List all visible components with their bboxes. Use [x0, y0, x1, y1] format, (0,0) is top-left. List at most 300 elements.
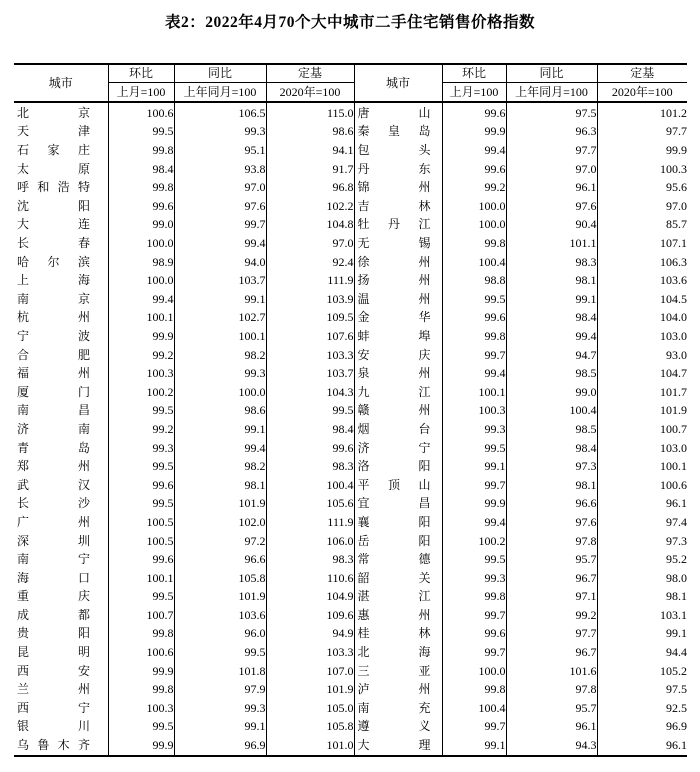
table-row [14, 568, 687, 587]
table-row [14, 364, 687, 383]
index-value-cell: 98.3 [266, 550, 354, 569]
index-value-cell: 100.6 [108, 102, 174, 122]
index-value-cell: 99.7 [442, 717, 506, 736]
index-value-cell: 100.0 [174, 382, 266, 401]
index-value-cell: 101.7 [660, 384, 687, 399]
index-value-cell: 99.6 [442, 624, 506, 643]
index-value-cell: 99.5 [266, 401, 354, 420]
table-row [14, 252, 687, 271]
city-name: 无锡 [357, 236, 431, 250]
city-cell [14, 531, 108, 550]
index-value-cell: 97.4 [666, 514, 687, 529]
index-value-cell: 100.0 [442, 661, 506, 680]
index-value-cell: 100.7 [108, 606, 174, 625]
header-base-base-right: 2020年=100 [597, 82, 687, 102]
index-value-cell: 99.8 [442, 234, 506, 253]
table-body [14, 102, 687, 756]
index-value-cell: 100.3 [442, 401, 506, 420]
city-cell [354, 438, 442, 457]
city-name: 天津 [17, 124, 90, 139]
index-value-cell: 98.4 [506, 308, 597, 327]
table-row [14, 271, 687, 290]
city-name: 湛江 [357, 589, 431, 604]
index-value-cell: 95.2 [666, 552, 687, 567]
city-cell [14, 159, 108, 178]
city-cell [14, 475, 108, 494]
index-value-cell: 96.6 [174, 550, 266, 569]
table-row [14, 141, 687, 160]
index-value-cell: 105.6 [266, 494, 354, 513]
city-cell [14, 550, 108, 569]
city-cell [354, 513, 442, 532]
index-value-cell: 100.5 [108, 531, 174, 550]
index-value-cell: 107.0 [266, 661, 354, 680]
index-value-cell: 97.6 [506, 197, 597, 216]
city-name: 徐州 [357, 254, 431, 269]
table-row [14, 643, 687, 662]
city-name: 杭州 [17, 310, 90, 325]
index-value-cell: 95.6 [666, 180, 687, 195]
city-name: 襄阳 [357, 514, 431, 529]
table-row [14, 289, 687, 308]
price-index-table [14, 63, 687, 757]
index-value-cell: 100.4 [266, 475, 354, 494]
index-value-cell: 110.6 [266, 568, 354, 587]
index-value-cell: 106.5 [174, 102, 266, 122]
city-name: 沈阳 [17, 198, 90, 213]
index-value-cell: 94.9 [266, 624, 354, 643]
table-row [14, 531, 687, 550]
index-value-cell: 100.5 [108, 513, 174, 532]
index-value-cell: 100.1 [174, 327, 266, 346]
city-name: 烟台 [357, 421, 431, 436]
index-value-cell: 99.2 [442, 178, 506, 197]
index-value-cell: 99.4 [174, 438, 266, 457]
index-value-cell: 98.8 [442, 271, 506, 290]
index-value-cell: 98.4 [108, 159, 174, 178]
index-value-cell: 94.4 [666, 645, 687, 660]
index-value-cell: 99.4 [442, 364, 506, 383]
header-yoy-left: 同比 [174, 64, 266, 82]
index-value-cell: 99.0 [506, 382, 597, 401]
city-cell [14, 420, 108, 439]
city-cell [354, 606, 442, 625]
index-value-cell: 99.1 [666, 626, 687, 641]
index-value-cell: 99.8 [442, 327, 506, 346]
city-name: 郑州 [17, 459, 90, 474]
index-value-cell: 100.1 [108, 568, 174, 587]
index-value-cell: 109.5 [266, 308, 354, 327]
index-value-cell: 94.1 [266, 141, 354, 160]
index-value-cell: 99.1 [442, 457, 506, 476]
city-name: 太原 [17, 161, 90, 176]
table-row [14, 215, 687, 234]
index-value-cell: 96.1 [666, 738, 687, 753]
table-row [14, 550, 687, 569]
index-value-cell: 97.6 [174, 197, 266, 216]
index-value-cell: 99.6 [108, 550, 174, 569]
index-value-cell: 99.3 [108, 438, 174, 457]
index-value-cell: 103.0 [660, 440, 687, 455]
city-name: 韶关 [357, 570, 431, 585]
index-value-cell: 99.4 [442, 141, 506, 160]
index-value-cell: 99.5 [108, 717, 174, 736]
index-value-cell: 97.0 [174, 178, 266, 197]
city-name: 济南 [17, 421, 90, 436]
city-cell [354, 736, 442, 756]
index-value-cell: 97.3 [506, 457, 597, 476]
index-value-cell: 97.1 [506, 587, 597, 606]
index-value-cell: 93.8 [174, 159, 266, 178]
table-row [14, 345, 687, 364]
table-row [14, 624, 687, 643]
index-value-cell: 97.3 [666, 533, 687, 548]
city-name: 重庆 [17, 589, 90, 604]
city-name: 乌鲁木齐 [17, 738, 90, 753]
city-cell [14, 513, 108, 532]
city-cell [354, 141, 442, 160]
index-value-cell: 100.0 [108, 271, 174, 290]
index-value-cell: 98.9 [108, 252, 174, 271]
index-value-cell: 97.0 [506, 159, 597, 178]
index-value-cell: 91.7 [266, 159, 354, 178]
index-value-cell: 102.2 [266, 197, 354, 216]
index-value-cell: 99.1 [506, 289, 597, 308]
index-value-cell: 111.9 [266, 513, 354, 532]
city-name: 安庆 [357, 347, 431, 362]
index-value-cell: 104.8 [266, 215, 354, 234]
table-row [14, 475, 687, 494]
index-value-cell: 96.1 [506, 178, 597, 197]
index-value-cell: 103.9 [266, 289, 354, 308]
city-cell [14, 289, 108, 308]
city-name: 合肥 [17, 347, 90, 362]
index-value-cell: 98.1 [666, 589, 687, 604]
index-value-cell: 99.2 [108, 345, 174, 364]
index-value-cell: 98.4 [506, 438, 597, 457]
index-value-cell: 95.1 [174, 141, 266, 160]
index-value-cell: 99.5 [108, 401, 174, 420]
index-value-cell: 99.9 [108, 661, 174, 680]
header-yoy-right: 同比 [506, 64, 597, 82]
index-value-cell: 95.7 [506, 699, 597, 718]
index-value-cell: 96.7 [506, 568, 597, 587]
index-value-cell: 103.6 [660, 273, 687, 288]
city-cell [14, 122, 108, 141]
city-name: 青岛 [17, 440, 90, 455]
index-value-cell: 98.6 [266, 122, 354, 141]
index-value-cell: 105.8 [174, 568, 266, 587]
index-value-cell: 99.5 [442, 438, 506, 457]
city-cell [14, 382, 108, 401]
index-value-cell: 98.1 [506, 271, 597, 290]
index-value-cell: 98.4 [266, 420, 354, 439]
index-value-cell: 100.3 [660, 161, 687, 176]
index-value-cell: 99.0 [108, 215, 174, 234]
index-value-cell: 98.6 [174, 401, 266, 420]
index-value-cell: 104.5 [660, 291, 687, 306]
city-cell [354, 215, 442, 234]
city-name: 成都 [17, 607, 90, 622]
city-cell [354, 587, 442, 606]
index-value-cell: 96.1 [666, 496, 687, 511]
city-cell [14, 457, 108, 476]
index-value-cell: 111.9 [266, 271, 354, 290]
index-value-cell: 97.0 [266, 234, 354, 253]
city-cell [14, 661, 108, 680]
city-cell [354, 122, 442, 141]
index-value-cell: 99.9 [108, 327, 174, 346]
city-name: 西宁 [17, 700, 90, 715]
index-value-cell: 94.3 [506, 736, 597, 756]
city-cell [354, 550, 442, 569]
index-value-cell: 101.6 [506, 661, 597, 680]
city-cell [354, 680, 442, 699]
city-name: 南宁 [17, 552, 90, 567]
city-name: 九江 [357, 384, 431, 399]
index-value-cell: 97.6 [506, 513, 597, 532]
index-value-cell: 99.7 [442, 643, 506, 662]
index-value-cell: 99.1 [174, 717, 266, 736]
index-value-cell: 99.6 [442, 159, 506, 178]
index-value-cell: 100.3 [108, 699, 174, 718]
index-value-cell: 103.3 [266, 643, 354, 662]
index-value-cell: 98.0 [666, 570, 687, 585]
table-row [14, 438, 687, 457]
city-name: 温州 [357, 291, 431, 306]
index-value-cell: 85.7 [666, 217, 687, 232]
index-value-cell: 100.0 [442, 197, 506, 216]
city-name: 石家庄 [17, 143, 90, 158]
city-cell [14, 568, 108, 587]
index-value-cell: 96.9 [174, 736, 266, 756]
index-value-cell: 99.3 [174, 699, 266, 718]
header-mom-right: 环比 [442, 64, 506, 82]
table-row [14, 513, 687, 532]
header-base-right: 定基 [597, 64, 687, 82]
index-value-cell: 99.5 [108, 494, 174, 513]
index-value-cell: 103.1 [660, 607, 687, 622]
header-base-left: 定基 [266, 64, 354, 82]
index-value-cell: 94.0 [174, 252, 266, 271]
index-value-cell: 99.6 [442, 102, 506, 122]
index-value-cell: 100.2 [442, 531, 506, 550]
index-value-cell: 103.3 [266, 345, 354, 364]
header-yoy-base-left: 上年同月=100 [174, 82, 266, 102]
index-value-cell: 99.8 [108, 680, 174, 699]
index-value-cell: 99.6 [442, 308, 506, 327]
table-header [14, 64, 687, 102]
index-value-cell: 106.0 [266, 531, 354, 550]
index-value-cell: 99.4 [442, 513, 506, 532]
city-name: 哈尔滨 [17, 254, 90, 269]
city-name: 唐山 [357, 105, 431, 120]
index-value-cell: 97.5 [666, 682, 687, 697]
index-value-cell: 102.0 [174, 513, 266, 532]
index-value-cell: 96.9 [666, 719, 687, 734]
index-value-cell: 107.6 [266, 327, 354, 346]
city-name: 大理 [357, 738, 431, 753]
city-cell [354, 401, 442, 420]
city-name: 大连 [17, 217, 90, 232]
city-cell [14, 717, 108, 736]
table-row [14, 401, 687, 420]
index-value-cell: 99.7 [442, 606, 506, 625]
index-value-cell: 99.5 [442, 289, 506, 308]
city-cell [354, 159, 442, 178]
city-name: 上海 [17, 273, 90, 288]
index-value-cell: 99.3 [442, 420, 506, 439]
index-value-cell: 96.1 [506, 717, 597, 736]
index-value-cell: 99.5 [108, 457, 174, 476]
city-cell [354, 197, 442, 216]
index-value-cell: 97.9 [174, 680, 266, 699]
city-cell [14, 271, 108, 290]
city-name: 平顶山 [357, 477, 431, 492]
city-cell [354, 364, 442, 383]
index-value-cell: 101.8 [174, 661, 266, 680]
city-name: 南昌 [17, 403, 90, 418]
index-value-cell: 100.4 [442, 699, 506, 718]
index-value-cell: 93.0 [666, 347, 687, 362]
city-cell [14, 345, 108, 364]
index-value-cell: 100.4 [442, 252, 506, 271]
index-value-cell: 97.8 [506, 680, 597, 699]
city-name: 银川 [17, 719, 90, 734]
city-cell [354, 252, 442, 271]
city-cell [14, 308, 108, 327]
city-cell [354, 271, 442, 290]
city-cell [14, 197, 108, 216]
table-row [14, 178, 687, 197]
index-value-cell: 97.7 [506, 624, 597, 643]
city-name: 包头 [357, 143, 431, 158]
index-value-cell: 92.4 [266, 252, 354, 271]
index-value-cell: 99.3 [174, 122, 266, 141]
index-value-cell: 99.5 [108, 122, 174, 141]
index-value-cell: 99.1 [442, 736, 506, 756]
index-value-cell: 96.3 [506, 122, 597, 141]
index-value-cell: 96.0 [174, 624, 266, 643]
city-name: 长沙 [17, 496, 90, 511]
city-name: 扬州 [357, 273, 431, 288]
city-cell [14, 234, 108, 253]
city-cell [354, 308, 442, 327]
city-name: 长春 [17, 236, 90, 250]
index-value-cell: 102.7 [174, 308, 266, 327]
table-row [14, 457, 687, 476]
index-value-cell: 100.4 [506, 401, 597, 420]
city-name: 呼和浩特 [17, 180, 90, 195]
city-cell [14, 364, 108, 383]
index-value-cell: 105.8 [266, 717, 354, 736]
index-value-cell: 96.6 [506, 494, 597, 513]
index-value-cell: 99.6 [108, 197, 174, 216]
city-cell [14, 680, 108, 699]
index-value-cell: 103.6 [174, 606, 266, 625]
index-value-cell: 98.2 [174, 345, 266, 364]
index-value-cell: 99.8 [442, 587, 506, 606]
index-value-cell: 98.1 [506, 475, 597, 494]
index-value-cell: 107.1 [660, 236, 687, 250]
index-value-cell: 103.7 [266, 364, 354, 383]
index-value-cell: 98.1 [174, 475, 266, 494]
table-row [14, 494, 687, 513]
index-value-cell: 97.0 [666, 198, 687, 213]
city-name: 深圳 [17, 533, 90, 548]
city-cell [354, 289, 442, 308]
table-row [14, 680, 687, 699]
index-value-cell: 101.1 [506, 234, 597, 253]
city-cell [14, 102, 108, 122]
header-base-base-left: 2020年=100 [266, 82, 354, 102]
index-value-cell: 97.7 [506, 141, 597, 160]
index-value-cell: 95.7 [506, 550, 597, 569]
city-name: 泸州 [357, 682, 431, 697]
index-value-cell: 99.8 [108, 178, 174, 197]
city-cell [354, 475, 442, 494]
index-value-cell: 100.6 [108, 643, 174, 662]
header-mom-base-left: 上月=100 [108, 82, 174, 102]
table-row [14, 159, 687, 178]
index-value-cell: 92.5 [666, 700, 687, 715]
city-name: 南京 [17, 291, 90, 306]
city-cell [14, 736, 108, 756]
city-cell [354, 234, 442, 253]
index-value-cell: 97.2 [174, 531, 266, 550]
table-row [14, 420, 687, 439]
city-cell [354, 382, 442, 401]
city-name: 常德 [357, 552, 431, 567]
city-cell [14, 624, 108, 643]
city-name: 厦门 [17, 384, 90, 399]
city-name: 武汉 [17, 477, 90, 492]
city-cell [354, 494, 442, 513]
index-value-cell: 100.1 [108, 308, 174, 327]
index-value-cell: 99.7 [174, 215, 266, 234]
table-row [14, 122, 687, 141]
city-name: 金华 [357, 310, 431, 325]
index-value-cell: 99.4 [174, 234, 266, 253]
index-value-cell: 98.2 [174, 457, 266, 476]
city-cell [14, 327, 108, 346]
city-cell [354, 178, 442, 197]
city-name: 广州 [17, 514, 90, 529]
city-cell [354, 643, 442, 662]
table-row [14, 197, 687, 216]
city-name: 赣州 [357, 403, 431, 418]
city-name: 秦皇岛 [357, 124, 431, 139]
index-value-cell: 101.9 [660, 403, 687, 418]
city-cell [14, 494, 108, 513]
city-cell [354, 457, 442, 476]
index-value-cell: 99.9 [442, 494, 506, 513]
city-name: 南充 [357, 700, 431, 715]
index-value-cell: 100.6 [660, 477, 687, 492]
index-value-cell: 100.1 [660, 459, 687, 474]
index-value-cell: 104.0 [660, 310, 687, 325]
city-cell [14, 252, 108, 271]
city-cell [14, 141, 108, 160]
city-cell [354, 717, 442, 736]
index-value-cell: 99.9 [108, 736, 174, 756]
table-row [14, 587, 687, 606]
city-cell [14, 215, 108, 234]
city-name: 北海 [357, 645, 431, 660]
table-row [14, 308, 687, 327]
index-value-cell: 99.3 [442, 568, 506, 587]
city-cell [14, 401, 108, 420]
